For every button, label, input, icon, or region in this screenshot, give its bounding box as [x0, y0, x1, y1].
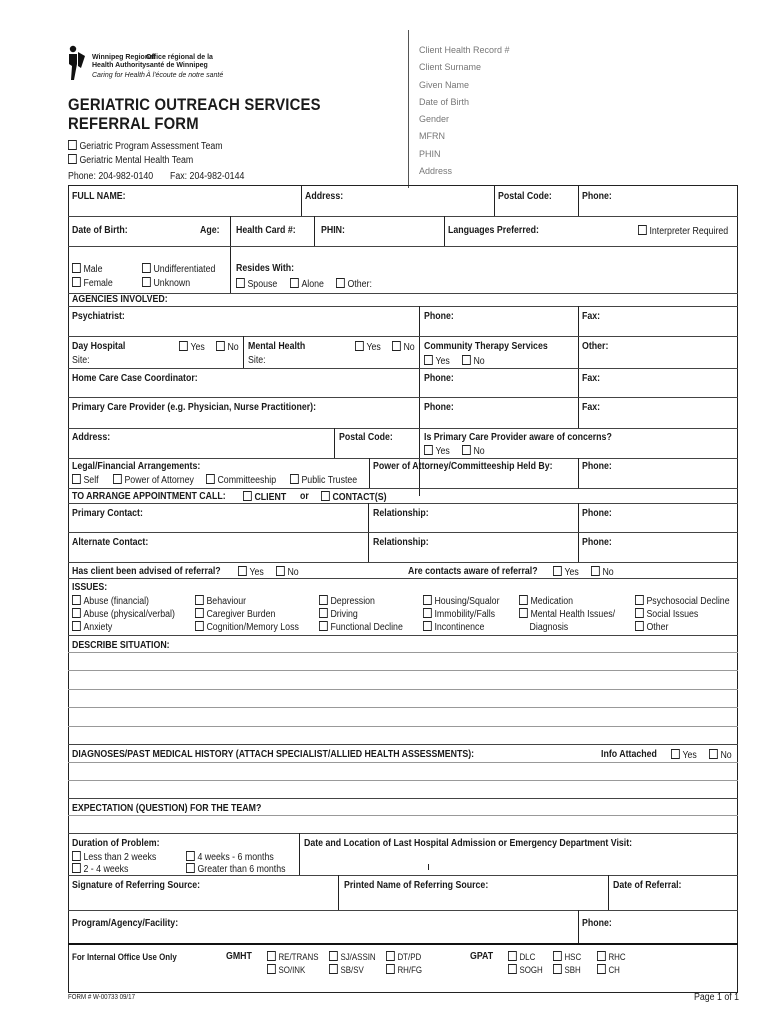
form-title-line1: GERIATRIC OUTREACH SERVICES	[68, 96, 321, 114]
checkbox[interactable]	[462, 445, 471, 455]
checkbox[interactable]	[72, 595, 81, 605]
duration-less-2w[interactable]: Less than 2 weeks	[72, 851, 156, 863]
checkbox[interactable]	[72, 608, 81, 618]
checkbox[interactable]	[186, 851, 195, 861]
expectation-label: EXPECTATION (QUESTION) FOR THE TEAM?	[72, 803, 262, 814]
gpat-sbh[interactable]: SBH	[553, 964, 581, 975]
internal-use-label: For Internal Office Use Only	[72, 952, 177, 962]
date-of-birth-record: Date of Birth	[419, 97, 470, 107]
pcp-aware-label: Is Primary Care Provider aware of concerns?	[424, 432, 612, 443]
org-tagline-en: Caring for Health	[92, 72, 145, 79]
team-option-gmht[interactable]: Geriatric Mental Health Team	[68, 154, 193, 166]
checkbox[interactable]	[321, 491, 330, 501]
checkbox[interactable]	[195, 608, 204, 618]
checkbox[interactable]	[243, 491, 252, 501]
checkbox[interactable]	[276, 566, 285, 576]
arrange-client[interactable]: CLIENT	[243, 491, 286, 503]
mental-health-yes[interactable]: Yes	[355, 341, 381, 353]
psychiatrist-label: Psychiatrist:	[72, 311, 125, 322]
checkbox[interactable]	[508, 951, 517, 961]
duration-2-4w[interactable]: 2 - 4 weeks	[72, 863, 128, 875]
poa-phone-label: Phone:	[582, 461, 612, 472]
issue-option[interactable]: Social Issues	[635, 608, 730, 621]
info-attached-label: Info Attached	[601, 749, 657, 760]
primary-care-phone-label: Phone:	[424, 402, 454, 413]
issue-option[interactable]: Mental Health Issues/	[519, 608, 615, 621]
gender-female[interactable]: Female	[72, 277, 113, 289]
checkbox[interactable]	[336, 278, 345, 288]
home-care-label: Home Care Case Coordinator:	[72, 373, 198, 384]
resides-alone[interactable]: Alone	[290, 278, 324, 290]
checkbox[interactable]	[519, 608, 528, 618]
arrange-label: TO ARRANGE APPOINTMENT CALL:	[72, 491, 226, 502]
checkbox[interactable]	[709, 749, 718, 759]
checkbox[interactable]	[179, 341, 188, 351]
form-title-line2: REFERRAL FORM	[68, 115, 199, 133]
issues-col1	[72, 595, 175, 634]
checkbox[interactable]	[72, 863, 81, 873]
checkbox[interactable]	[591, 566, 600, 576]
checkbox[interactable]	[423, 608, 432, 618]
checkbox[interactable]	[68, 154, 77, 164]
checkbox[interactable]	[72, 621, 81, 631]
day-hospital-no[interactable]: No	[216, 341, 239, 353]
resides-spouse[interactable]: Spouse	[236, 278, 277, 290]
program-phone-label: Phone:	[582, 918, 612, 929]
issue-option-continued: Diagnosis	[529, 622, 569, 633]
gender-undifferentiated[interactable]: Undifferentiated	[142, 263, 215, 275]
checkbox[interactable]	[553, 964, 562, 974]
mental-health-label: Mental Health	[248, 341, 306, 352]
issue-option[interactable]: Driving	[319, 608, 403, 621]
gmht-re-trans[interactable]: RE/TRANS	[267, 951, 318, 962]
checkbox[interactable]	[638, 225, 647, 235]
agencies-label: AGENCIES INVOLVED:	[72, 294, 168, 305]
checkbox[interactable]	[355, 341, 364, 351]
checkbox[interactable]	[423, 595, 432, 605]
checkbox[interactable]	[142, 263, 151, 273]
issue-option[interactable]: Anxiety	[72, 621, 175, 634]
resides-with-label: Resides With:	[236, 263, 295, 274]
checkbox[interactable]	[392, 341, 401, 351]
client-advised-label: Has client been advised of referral?	[72, 566, 221, 577]
primary-contact-phone-label: Phone:	[582, 508, 612, 519]
issue-option[interactable]: Immobility/Falls	[423, 608, 500, 621]
community-therapy-yes[interactable]: Yes	[424, 355, 450, 367]
resides-other[interactable]: Other:	[336, 278, 372, 290]
primary-contact-label: Primary Contact:	[72, 508, 143, 519]
checkbox[interactable]	[267, 951, 276, 961]
org-name-en-2: Health Authority	[92, 62, 147, 69]
day-hospital-label: Day Hospital	[72, 341, 126, 352]
community-therapy-no[interactable]: No	[462, 355, 485, 367]
dob-label: Date of Birth:	[72, 225, 128, 236]
day-hospital-yes[interactable]: Yes	[179, 341, 205, 353]
pcp-aware-yes[interactable]: Yes	[424, 445, 450, 457]
gpat-ch[interactable]: CH	[597, 964, 620, 975]
checkbox[interactable]	[635, 608, 644, 618]
checkbox[interactable]	[386, 964, 395, 974]
diagnoses-label: DIAGNOSES/PAST MEDICAL HISTORY (ATTACH SPECIALIST/ALLIED HEALTH ASSESSMENTS):	[72, 749, 475, 760]
primary-relationship-label: Relationship:	[373, 508, 429, 519]
checkbox[interactable]	[508, 964, 517, 974]
checkbox[interactable]	[195, 595, 204, 605]
checkbox[interactable]	[553, 566, 562, 576]
duration-gt-6m[interactable]: Greater than 6 months	[186, 863, 285, 875]
checkbox[interactable]	[206, 474, 215, 484]
poa-held-label: Power of Attorney/Committeeship Held By:	[373, 461, 553, 472]
legal-self[interactable]: Self	[72, 474, 99, 486]
checkbox[interactable]	[329, 964, 338, 974]
interpreter-required[interactable]: Interpreter Required	[638, 225, 728, 237]
checkbox[interactable]	[142, 277, 151, 287]
issue-option[interactable]: Caregiver Burden	[195, 608, 299, 621]
gender-record: Gender	[419, 114, 450, 124]
phin-record: PHIN	[419, 149, 441, 159]
checkbox[interactable]	[424, 445, 433, 455]
checkbox[interactable]	[72, 277, 81, 287]
issues-col3	[319, 595, 403, 634]
issue-option[interactable]: Abuse (physical/verbal)	[72, 608, 175, 621]
gender-unknown[interactable]: Unknown	[142, 277, 190, 289]
checkbox[interactable]	[386, 951, 395, 961]
home-care-phone-label: Phone:	[424, 373, 454, 384]
contacts-aware-yes[interactable]: Yes	[553, 566, 579, 578]
printed-name-label: Printed Name of Referring Source:	[344, 880, 489, 891]
checkbox[interactable]	[72, 851, 81, 861]
alternate-contact-phone-label: Phone:	[582, 537, 612, 548]
team-fax: Fax: 204-982-0144	[170, 171, 245, 182]
checkbox[interactable]	[72, 263, 81, 273]
issue-option[interactable]: Medication	[519, 595, 615, 608]
checkbox[interactable]	[597, 964, 606, 974]
gmht-dt-pd[interactable]: DT/PD	[386, 951, 421, 962]
other-agency-label: Other:	[582, 341, 609, 352]
pcp-aware-no[interactable]: No	[462, 445, 485, 457]
given-name: Given Name	[419, 80, 470, 90]
issue-option[interactable]: Other	[635, 621, 730, 634]
gmht-so-ink[interactable]: SO/INK	[267, 964, 305, 975]
issue-option[interactable]: Functional Decline	[319, 621, 403, 634]
checkbox[interactable]	[290, 474, 299, 484]
date-referral-label: Date of Referral:	[613, 880, 682, 891]
legal-poa[interactable]: Power of Attorney	[113, 474, 194, 486]
legal-committeeship[interactable]: Committeeship	[206, 474, 276, 486]
gpat-label: GPAT	[470, 951, 494, 962]
psychiatrist-fax-label: Fax:	[582, 311, 601, 322]
program-label: Program/Agency/Facility:	[72, 918, 179, 929]
checkbox[interactable]	[462, 355, 471, 365]
arrange-or: or	[300, 491, 309, 502]
checkbox[interactable]	[319, 595, 328, 605]
languages-label: Languages Preferred:	[448, 225, 539, 236]
phone-label: Phone:	[582, 191, 612, 202]
org-name-fr-2: santé de Winnipeg	[146, 62, 208, 69]
gpat-rhc[interactable]: RHC	[597, 951, 626, 962]
checkbox[interactable]	[238, 566, 247, 576]
issue-option[interactable]: Abuse (financial)	[72, 595, 175, 608]
checkbox[interactable]	[597, 951, 606, 961]
checkbox[interactable]	[319, 621, 328, 631]
phin-label: PHIN:	[321, 225, 345, 236]
community-therapy-label: Community Therapy Services	[424, 341, 548, 352]
gmht-rh-fg[interactable]: RH/FG	[386, 964, 422, 975]
issue-option[interactable]: Cognition/Memory Loss	[195, 621, 299, 634]
mental-health-site-label: Site:	[248, 355, 266, 366]
client-surname: Client Surname	[419, 62, 482, 72]
alternate-contact-label: Alternate Contact:	[72, 537, 149, 548]
gpat-sogh[interactable]: SOGH	[508, 964, 543, 975]
info-attached-no[interactable]: No	[709, 749, 732, 761]
gpat-hsc[interactable]: HSC	[553, 951, 581, 962]
wrha-logo	[66, 44, 226, 84]
gmht-label: GMHT	[226, 951, 252, 962]
home-care-fax-label: Fax:	[582, 373, 601, 384]
client-advised-no[interactable]: No	[276, 566, 299, 578]
org-name-fr-1: Office régional de la	[146, 54, 213, 61]
checkbox[interactable]	[195, 621, 204, 631]
psychiatrist-phone-label: Phone:	[424, 311, 454, 322]
signature-label: Signature of Referring Source:	[72, 880, 201, 891]
issue-option[interactable]: Behaviour	[195, 595, 299, 608]
arrange-contacts[interactable]: CONTACT(S)	[321, 491, 387, 503]
full-name-label: FULL NAME:	[72, 191, 126, 202]
checkbox[interactable]	[290, 278, 299, 288]
client-health-record: Client Health Record #	[419, 45, 510, 55]
gmht-sb-sv[interactable]: SB/SV	[329, 964, 364, 975]
mental-health-no[interactable]: No	[392, 341, 415, 353]
org-name-en-1: Winnipeg Regional	[92, 54, 155, 61]
gpat-dlc[interactable]: DLC	[508, 951, 535, 962]
checkbox[interactable]	[671, 749, 680, 759]
checkbox[interactable]	[319, 608, 328, 618]
health-card-label: Health Card #:	[236, 225, 296, 236]
pcp-postal-code-label: Postal Code:	[339, 432, 393, 443]
info-attached-yes[interactable]: Yes	[671, 749, 697, 761]
mfrn-record: MFRN	[419, 131, 445, 141]
checkbox[interactable]	[186, 863, 195, 873]
issues-col6	[635, 595, 730, 634]
address-record: Address	[419, 166, 453, 176]
checkbox[interactable]	[216, 341, 225, 351]
duration-4w-6m[interactable]: 4 weeks - 6 months	[186, 851, 274, 863]
issues-col2	[195, 595, 299, 634]
team-option-gpat[interactable]: Geriatric Program Assessment Team	[68, 140, 223, 152]
day-hospital-site-label: Site:	[72, 355, 90, 366]
issues-label: ISSUES:	[72, 582, 108, 593]
checkbox[interactable]	[635, 621, 644, 631]
last-hospital-label: Date and Location of Last Hospital Admission or Emergency Department Visit:	[304, 838, 633, 849]
issue-option[interactable]: Incontinence	[423, 621, 500, 634]
issue-option[interactable]: Depression	[319, 595, 403, 608]
org-tagline-fr: À l'écoute de notre santé	[146, 72, 224, 79]
page-number: Page 1 of 1	[694, 992, 740, 1003]
duration-label: Duration of Problem:	[72, 838, 160, 849]
checkbox[interactable]	[519, 595, 528, 605]
address-label: Address:	[305, 191, 344, 202]
gmht-sj-assin[interactable]: SJ/ASSIN	[329, 951, 376, 962]
contacts-aware-no[interactable]: No	[591, 566, 614, 578]
client-advised-yes[interactable]: Yes	[238, 566, 264, 578]
pcp-address-label: Address:	[72, 432, 111, 443]
legal-label: Legal/Financial Arrangements:	[72, 461, 201, 472]
checkbox[interactable]	[68, 140, 77, 150]
primary-care-fax-label: Fax:	[582, 402, 601, 413]
checkbox[interactable]	[423, 621, 432, 631]
issue-option[interactable]: Psychosocial Decline	[635, 595, 730, 608]
age-label: Age:	[200, 225, 220, 236]
checkbox[interactable]	[424, 355, 433, 365]
legal-public-trustee[interactable]: Public Trustee	[290, 474, 357, 486]
wrha-logo-icon	[66, 44, 88, 82]
checkbox[interactable]	[329, 951, 338, 961]
issue-option[interactable]: Housing/Squalor	[423, 595, 500, 608]
contacts-aware-label: Are contacts aware of referral?	[408, 566, 538, 577]
checkbox[interactable]	[553, 951, 562, 961]
checkbox[interactable]	[113, 474, 122, 484]
gender-male[interactable]: Male	[72, 263, 103, 275]
describe-label: DESCRIBE SITUATION:	[72, 640, 170, 651]
issues-col5	[519, 595, 615, 634]
team-phone: Phone: 204-982-0140	[68, 171, 154, 182]
checkbox[interactable]	[267, 964, 276, 974]
checkbox[interactable]	[635, 595, 644, 605]
checkbox[interactable]	[72, 474, 81, 484]
alternate-relationship-label: Relationship:	[373, 537, 429, 548]
issues-col4	[423, 595, 500, 634]
primary-care-label: Primary Care Provider (e.g. Physician, Nurse Practitioner):	[72, 402, 317, 413]
form-number: FORM # W-00733 09/17	[68, 994, 136, 1001]
checkbox[interactable]	[236, 278, 245, 288]
postal-code-label: Postal Code:	[498, 191, 552, 202]
